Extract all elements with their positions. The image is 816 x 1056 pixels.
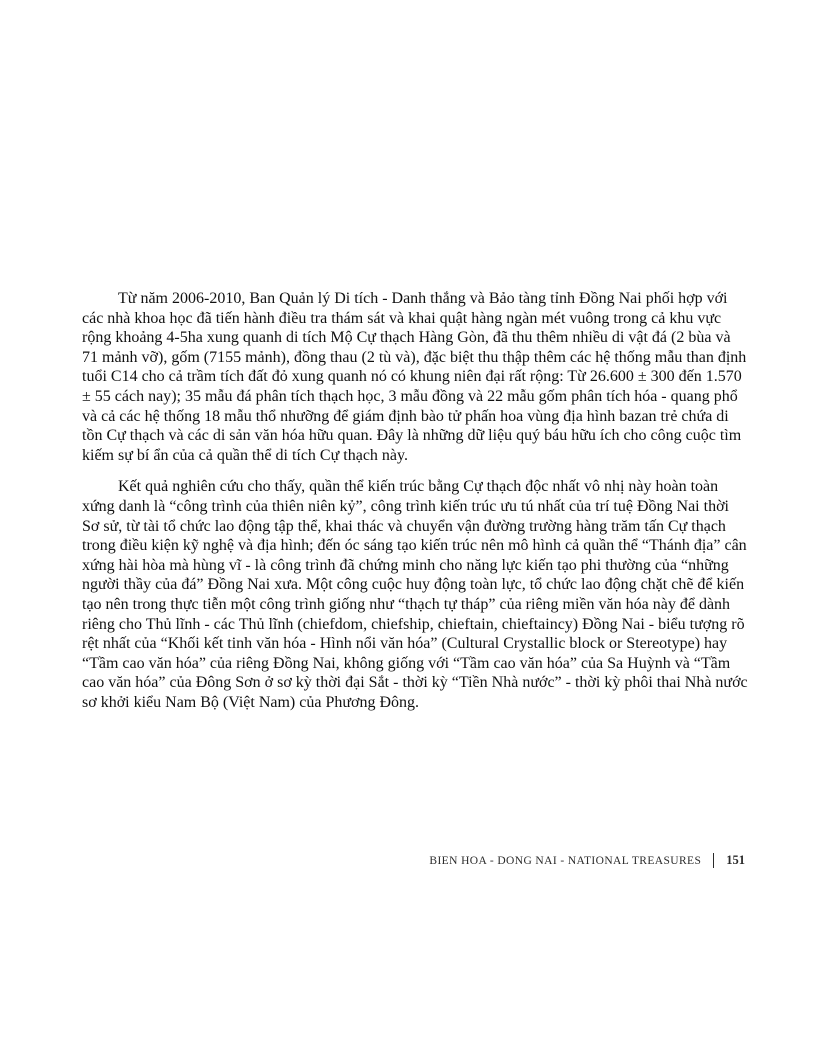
paragraph-2: Kết quả nghiên cứu cho thấy, quần thể kiến trúc bằng Cự thạch độc nhất vô nhị này hoàn toàn xứng danh là “công trình của thiên niên kỷ”, công trình kiến trúc ưu tú nhất của trí tuệ Đồng Nai thời Sơ sử, từ tài tổ chức lao động tập thể, khai thác và chuyển vận đường trường hàng trăm tấn Cự thạch trong điều kiện kỹ nghệ và địa hình; đến óc sáng tạo kiến trúc nên mô hình cả quần thể “Thánh địa” cân xứng hài hòa mà hùng vĩ - là công trình đã chứng minh cho năng lực kiến tạo phi thường của “những người thầy của đá” Đồng Nai xưa. Một công cuộc huy động toàn lực, tổ chức lao động chặt chẽ để kiến tạo nên trong thực tiễn một công trình giống như “thạch tự tháp” của riêng miền văn hóa này để dành riêng cho Thủ lĩnh - các Thủ lĩnh (chiefdom, chiefship, chieftain, chieftaincy) Đồng Nai - biểu tượng rõ rệt nhất của “Khối kết tinh văn hóa - Hình nổi văn hóa” (Cultural Crystallic block or Stereotype) hay “Tầm cao văn hóa” của riêng Đồng Nai, không giống với “Tầm cao văn hóa” của Sa Huỳnh và “Tầm cao văn hóa” của Đông Sơn ở sơ kỳ thời đại Sắt - thời kỳ “Tiền Nhà nước” - thời kỳ phôi thai Nhà nước sơ khởi kiểu Nam Bộ (Việt Nam) của Phương Đông. (82, 478, 748, 711)
footer-divider (713, 853, 714, 868)
page-number: 151 (726, 853, 745, 867)
page-footer (429, 853, 745, 868)
running-footer-title: BIEN HOA - DONG NAI - NATIONAL TREASURES (429, 854, 702, 867)
body-text (82, 289, 748, 724)
paragraph-1: Từ năm 2006-2010, Ban Quản lý Di tích - Danh thắng và Bảo tàng tỉnh Đồng Nai phối hợp với các nhà khoa học đã tiến hành điều tra thám sát và khai quật hàng ngàn mét vuông trong cả khu vực rộng khoảng 4-5ha xung quanh di tích Mộ Cự thạch Hàng Gòn, đã thu thêm nhiều di vật đá (2 bùa và 71 mảnh vỡ), gốm (7155 mảnh), đồng thau (2 tù và), đặc biệt thu thập thêm các hệ thống mẫu than định tuổi C14 cho cả trầm tích đất đỏ xung quanh nó có khung niên đại rất rộng: Từ 26.600 ± 300 đến 1.570 ± 55 cách nay); 35 mẫu đá phân tích thạch học, 3 mẫu đồng và 22 mẫu gốm phân tích hóa - quang phổ và cả các hệ thống 18 mẫu thổ nhưỡng để giám định bào tử phấn hoa vùng địa hình bazan trẻ chứa di tồn Cự thạch và các di sản văn hóa hữu quan. Đây là những dữ liệu quý báu hữu ích cho công cuộc tìm kiếm sự bí ẩn của cả quần thể di tích Cự thạch này. (82, 290, 747, 464)
